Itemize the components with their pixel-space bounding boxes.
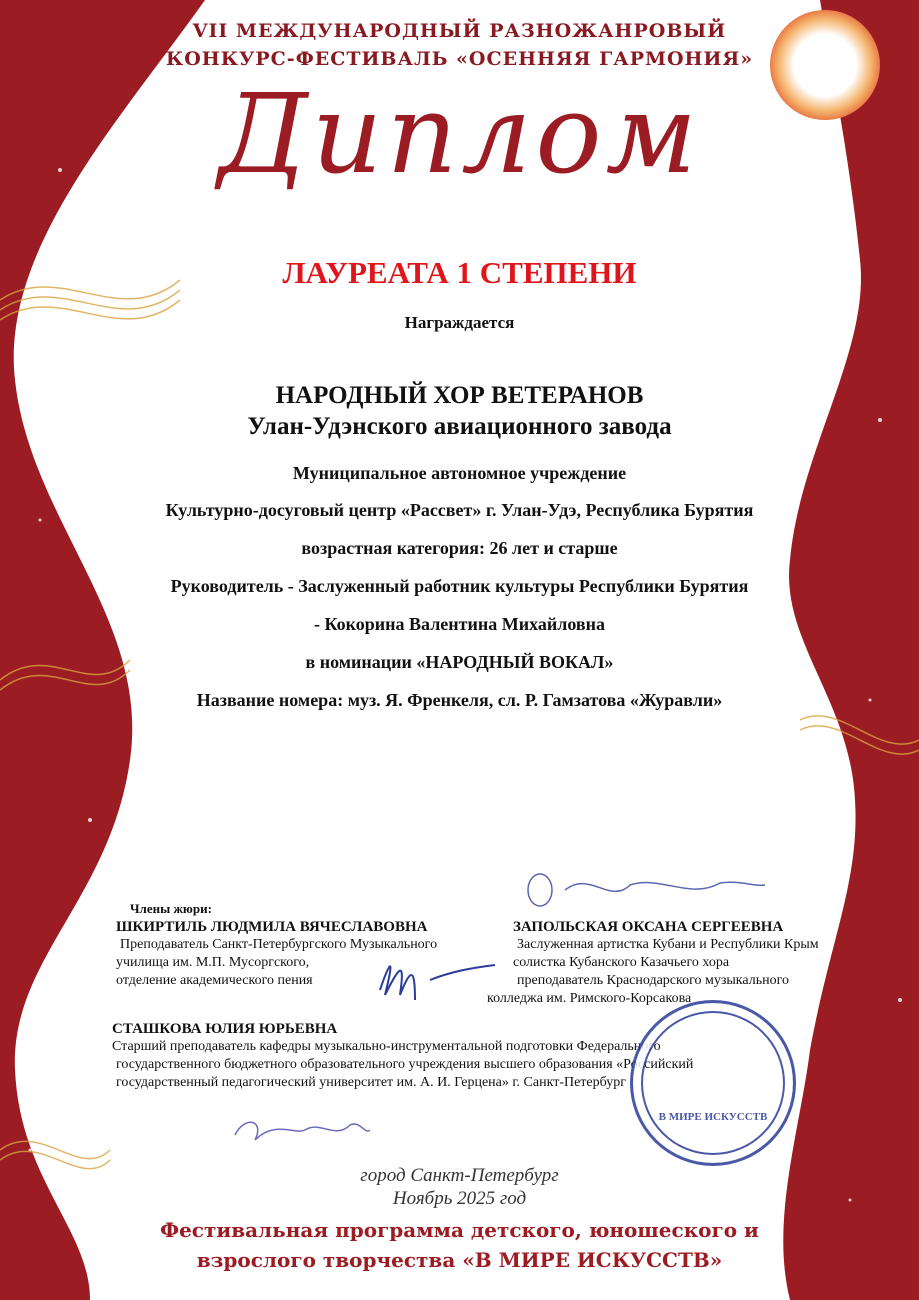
jury-member-2 <box>487 918 819 1008</box>
leader-line-2: - Кокорина Валентина Михайловна <box>314 614 605 634</box>
place: город Санкт-Петербург <box>360 1165 559 1186</box>
age-category: возрастная категория: 26 лет и старше <box>301 538 618 558</box>
jury-member-3 <box>112 1020 693 1092</box>
header-line-2: КОНКУРС-ФЕСТИВАЛЬ «ОСЕННЯЯ ГАРМОНИЯ» <box>165 48 754 70</box>
recipient-org-2: Культурно-досуговый центр «Рассвет» г. Улан-Удэ, Республика Бурятия <box>165 500 754 520</box>
jury-name: СТАШКОВА ЮЛИЯ ЮРЬЕВНА <box>112 1021 338 1037</box>
jury-line: Старший преподаватель кафедры музыкально-инструментальной подготовки Федерального <box>112 1039 661 1054</box>
awarded-text: Награждается <box>404 313 515 332</box>
jury-line: училища им. М.П. Мусоргского, <box>116 955 310 970</box>
footer-line-2: взрослого творчества «В МИРЕ ИСКУССТВ» <box>196 1248 723 1272</box>
recipient-name-2: Улан-Удэнского авиационного завода <box>247 413 672 440</box>
jury-name: ШКИРТИЛЬ ЛЮДМИЛА ВЯЧЕСЛАВОВНА <box>116 919 428 935</box>
nomination: в номинации «НАРОДНЫЙ ВОКАЛ» <box>305 652 614 672</box>
jury-line: колледжа им. Римского-Корсакова <box>487 991 692 1006</box>
jury-line: Заслуженная артистка Кубани и Республики Крым <box>517 937 819 952</box>
jury-label: Члены жюри: <box>130 901 212 916</box>
footer-line-1: Фестивальная программа детского, юношеского и <box>160 1218 759 1242</box>
stamp-text: В МИРЕ ИСКУССТВ <box>658 1111 768 1123</box>
jury-line: преподаватель Краснодарского музыкального <box>517 973 789 988</box>
signature-shkirtil <box>370 950 500 1010</box>
header-line-1: VII МЕЖДУНАРОДНЫЙ РАЗНОЖАНРОВЫЙ <box>192 20 727 42</box>
date: Ноябрь 2025 год <box>392 1188 527 1209</box>
recipient-org-1: Муниципальное автономное учреждение <box>292 463 627 483</box>
signature-zapolskaya <box>520 865 770 915</box>
official-stamp <box>630 1000 796 1166</box>
jury-line: государственного бюджетного образовательного учреждения высшего образования «Российский <box>116 1057 694 1072</box>
signature-stashkova <box>225 1105 375 1155</box>
jury-name: ЗАПОЛЬСКАЯ ОКСАНА СЕРГЕЕВНА <box>513 919 784 935</box>
piece-title: Название номера: муз. Я. Френкеля, сл. Р. Гамзатова «Журавли» <box>196 690 723 710</box>
jury-line: отделение академического пения <box>116 973 313 988</box>
recipient-name-1: НАРОДНЫЙ ХОР ВЕТЕРАНОВ <box>275 382 644 409</box>
diploma-title: Диплом <box>218 70 701 198</box>
jury-line: солистка Кубанского Казачьего хора <box>513 955 730 970</box>
leader-line-1: Руководитель - Заслуженный работник культуры Республики Бурятия <box>170 576 749 596</box>
jury-line: государственный педагогический университет им. А. И. Герцена» г. Санкт-Петербург <box>116 1075 626 1090</box>
degree-title: ЛАУРЕАТА 1 СТЕПЕНИ <box>282 255 637 290</box>
awarded-label <box>0 313 919 333</box>
jury-line: Преподаватель Санкт-Петербургского Музыкального <box>120 937 438 952</box>
